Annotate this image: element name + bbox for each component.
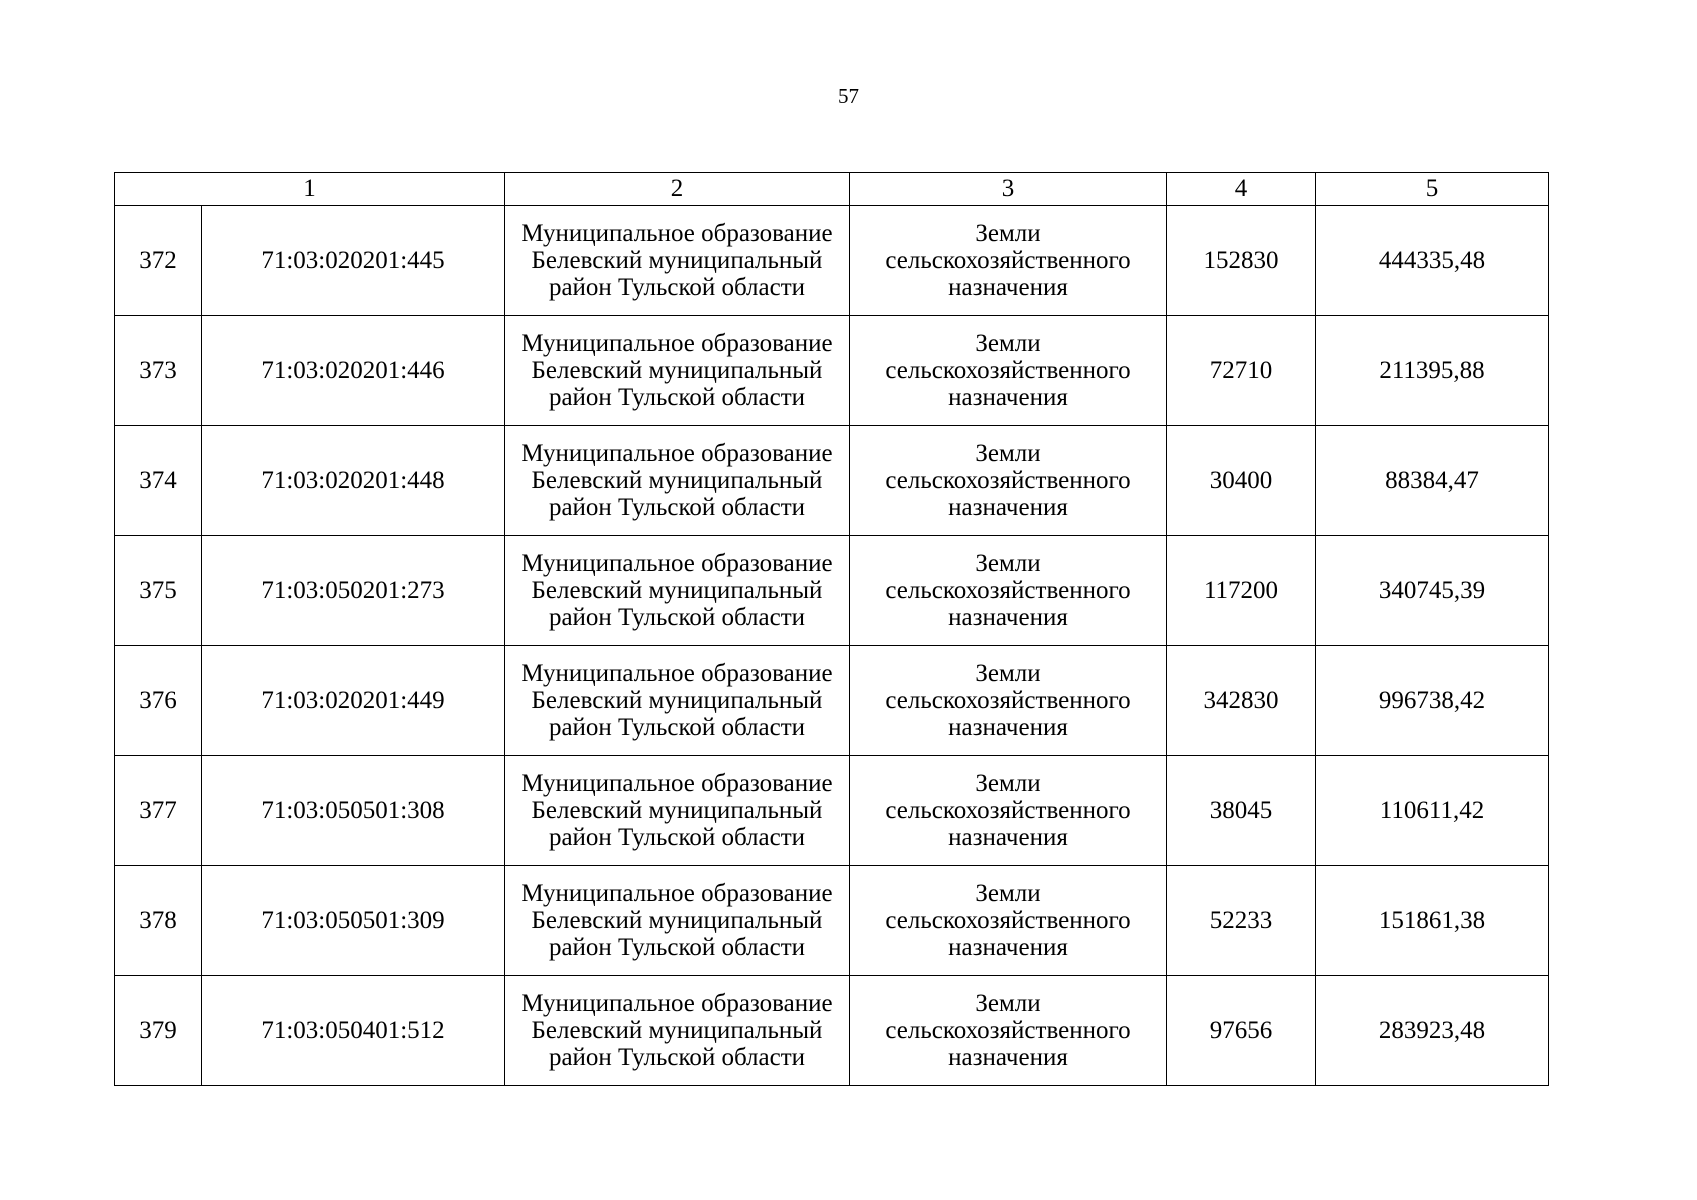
owner-name: Муниципальное образование Белевский муниципальный район Тульской области xyxy=(505,426,850,536)
cadastral-value: 283923,48 xyxy=(1316,976,1549,1086)
land-category: Земли сельскохозяйственного назначения xyxy=(850,976,1167,1086)
land-area: 97656 xyxy=(1167,976,1316,1086)
cadastral-number: 71:03:020201:446 xyxy=(202,316,505,426)
table-row xyxy=(115,536,1549,646)
header-cell-5: 5 xyxy=(1316,173,1549,206)
cadastral-number: 71:03:020201:445 xyxy=(202,206,505,316)
cadastral-value: 211395,88 xyxy=(1316,316,1549,426)
header-cell-3: 3 xyxy=(850,173,1167,206)
row-number: 379 xyxy=(115,976,202,1086)
row-number: 375 xyxy=(115,536,202,646)
row-number: 374 xyxy=(115,426,202,536)
owner-name: Муниципальное образование Белевский муниципальный район Тульской области xyxy=(505,536,850,646)
page-number: 57 xyxy=(838,84,859,108)
land-category: Земли сельскохозяйственного назначения xyxy=(850,536,1167,646)
land-area: 342830 xyxy=(1167,646,1316,756)
row-number: 372 xyxy=(115,206,202,316)
cadastral-value: 340745,39 xyxy=(1316,536,1549,646)
land-area: 72710 xyxy=(1167,316,1316,426)
cadastral-number: 71:03:050201:273 xyxy=(202,536,505,646)
header-cell-2: 2 xyxy=(505,173,850,206)
land-category: Земли сельскохозяйственного назначения xyxy=(850,206,1167,316)
owner-name: Муниципальное образование Белевский муниципальный район Тульской области xyxy=(505,976,850,1086)
land-area: 117200 xyxy=(1167,536,1316,646)
cadastral-value: 110611,42 xyxy=(1316,756,1549,866)
cadastral-value: 88384,47 xyxy=(1316,426,1549,536)
row-number: 377 xyxy=(115,756,202,866)
table-row xyxy=(115,206,1549,316)
owner-name: Муниципальное образование Белевский муниципальный район Тульской области xyxy=(505,206,850,316)
cadastral-value: 996738,42 xyxy=(1316,646,1549,756)
land-category: Земли сельскохозяйственного назначения xyxy=(850,866,1167,976)
cadastral-number: 71:03:020201:448 xyxy=(202,426,505,536)
owner-name: Муниципальное образование Белевский муниципальный район Тульской области xyxy=(505,646,850,756)
land-area: 38045 xyxy=(1167,756,1316,866)
row-number: 373 xyxy=(115,316,202,426)
owner-name: Муниципальное образование Белевский муниципальный район Тульской области xyxy=(505,756,850,866)
land-category: Земли сельскохозяйственного назначения xyxy=(850,646,1167,756)
cadastral-number: 71:03:050501:308 xyxy=(202,756,505,866)
owner-name: Муниципальное образование Белевский муниципальный район Тульской области xyxy=(505,316,850,426)
owner-name: Муниципальное образование Белевский муниципальный район Тульской области xyxy=(505,866,850,976)
land-category: Земли сельскохозяйственного назначения xyxy=(850,316,1167,426)
land-area: 52233 xyxy=(1167,866,1316,976)
header-cell-4: 4 xyxy=(1167,173,1316,206)
cadastral-number: 71:03:020201:449 xyxy=(202,646,505,756)
land-registry-table xyxy=(114,172,1549,1086)
cadastral-number: 71:03:050501:309 xyxy=(202,866,505,976)
row-number: 378 xyxy=(115,866,202,976)
table-row xyxy=(115,316,1549,426)
cadastral-number: 71:03:050401:512 xyxy=(202,976,505,1086)
cadastral-value: 151861,38 xyxy=(1316,866,1549,976)
table-row xyxy=(115,426,1549,536)
land-area: 30400 xyxy=(1167,426,1316,536)
header-cell-1: 1 xyxy=(115,173,505,206)
land-category: Земли сельскохозяйственного назначения xyxy=(850,426,1167,536)
table-header-row xyxy=(115,173,1549,206)
table-row xyxy=(115,976,1549,1086)
land-category: Земли сельскохозяйственного назначения xyxy=(850,756,1167,866)
cadastral-value: 444335,48 xyxy=(1316,206,1549,316)
land-area: 152830 xyxy=(1167,206,1316,316)
table-row xyxy=(115,866,1549,976)
table-row xyxy=(115,646,1549,756)
table-row xyxy=(115,756,1549,866)
row-number: 376 xyxy=(115,646,202,756)
